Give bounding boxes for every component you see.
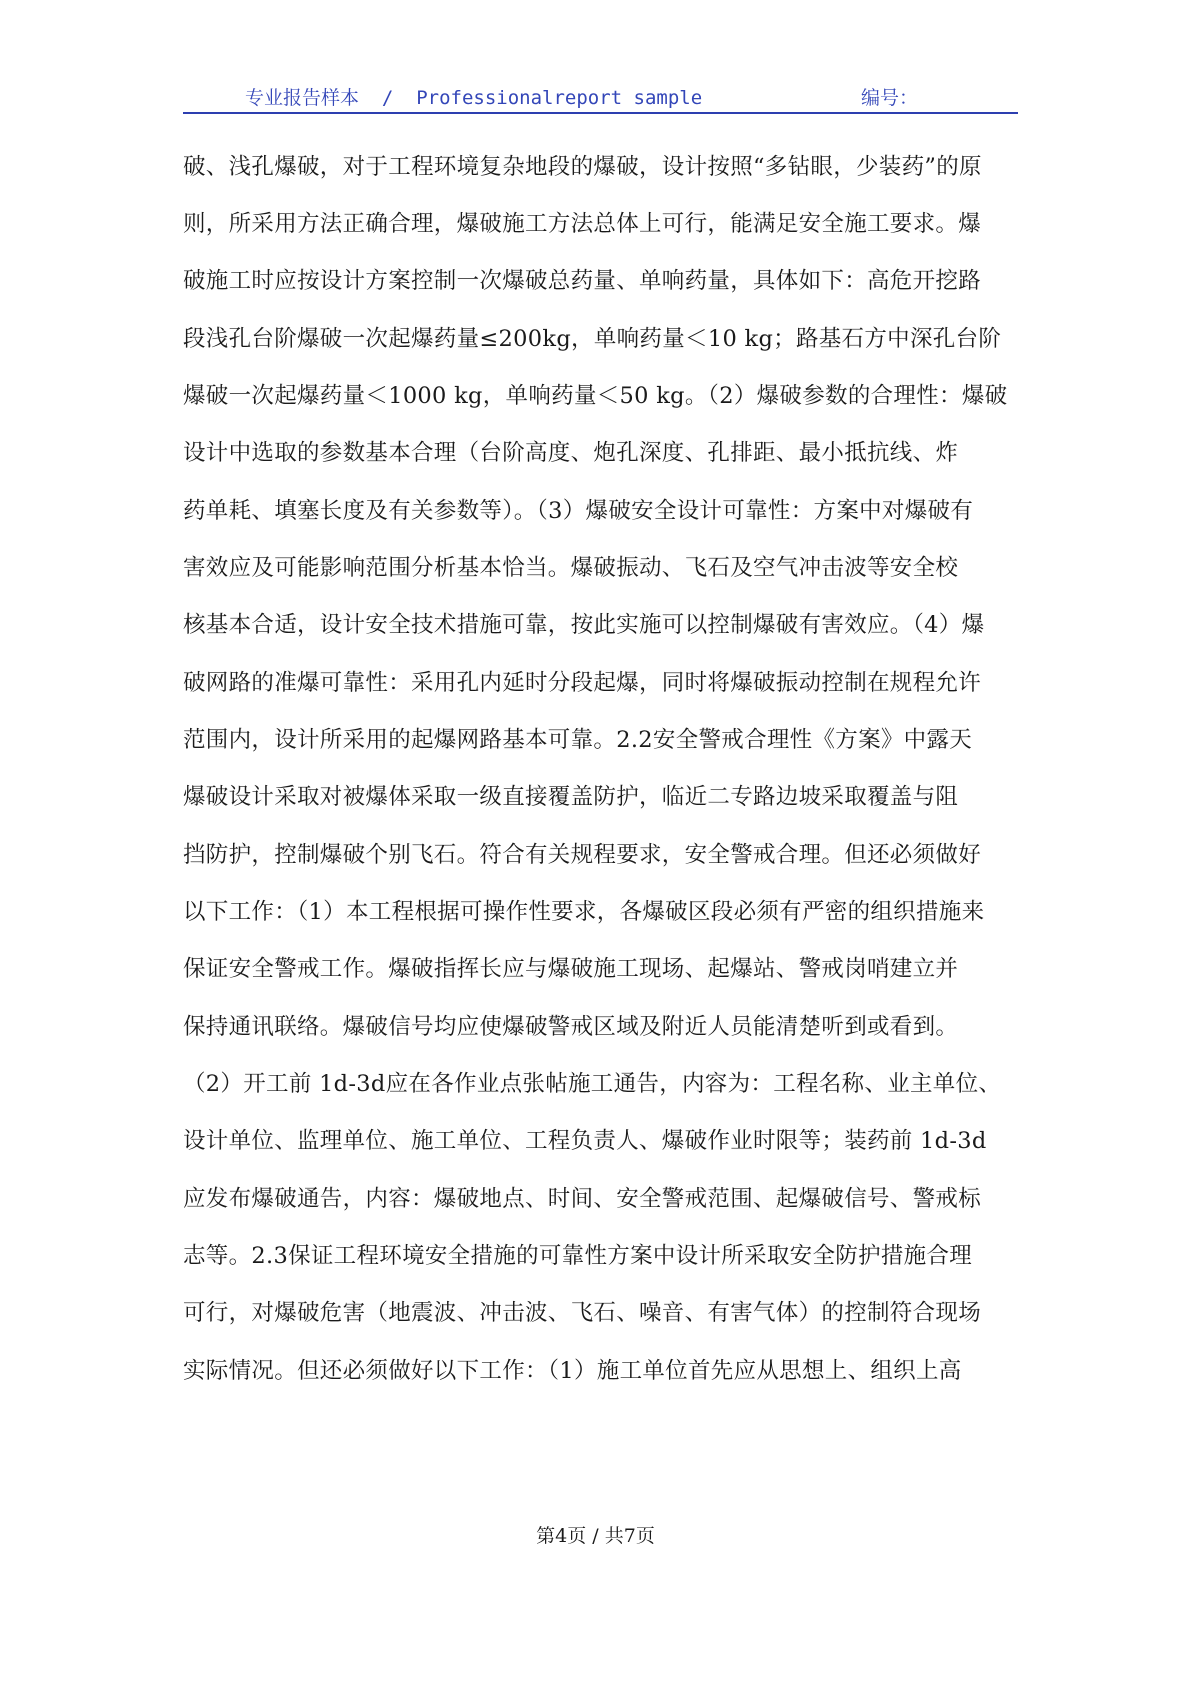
body-line: 实际情况。但还必须做好以下工作：（1）施工单位首先应从思想上、组织上高 <box>183 1358 962 1384</box>
body-line: 则，所采用方法正确合理，爆破施工方法总体上可行，能满足安全施工要求。爆 <box>183 211 982 237</box>
body-line: 保证安全警戒工作。爆破指挥长应与爆破施工现场、起爆站、警戒岗哨建立并 <box>183 956 959 982</box>
body-line: 核基本合适，设计安全技术措施可靠，按此实施可以控制爆破有害效应。（4）爆 <box>183 612 985 638</box>
header-number-label: 编号： <box>861 87 919 109</box>
body-line: 药单耗、填塞长度及有关参数等）。（3）爆破安全设计可靠性：方案中对爆破有 <box>183 498 974 524</box>
body-line: 设计中选取的参数基本合理（台阶高度、炮孔深度、孔排距、最小抵抗线、炸 <box>183 440 959 466</box>
body-line: （2）开工前 1d-3d应在各作业点张帖施工通告，内容为：工程名称、业主单位、 <box>183 1071 1002 1097</box>
body-line: 害效应及可能影响范围分析基本恰当。爆破振动、飞石及空气冲击波等安全校 <box>183 555 959 581</box>
body-line: 保持通讯联络。爆破信号均应使爆破警戒区域及附近人员能清楚听到或看到。 <box>183 1014 959 1040</box>
header-title: 专业报告样本 / Professionalreport sample <box>245 87 703 109</box>
body-line: 破网路的准爆可靠性：采用孔内延时分段起爆，同时将爆破振动控制在规程允许 <box>183 670 982 696</box>
body-line: 以下工作：（1）本工程根据可操作性要求，各爆破区段必须有严密的组织措施来 <box>183 899 985 925</box>
page-header <box>183 86 1018 114</box>
body-line: 范围内，设计所采用的起爆网路基本可靠。2.2安全警戒合理性《方案》中露天 <box>183 727 973 753</box>
body-line: 段浅孔台阶爆破一次起爆药量≤200kg，单响药量＜10 kg；路基石方中深孔台阶 <box>183 326 1002 352</box>
body-line: 爆破一次起爆药量＜1000 kg，单响药量＜50 kg。（2）爆破参数的合理性：爆破 <box>183 383 1008 409</box>
body-line: 破、浅孔爆破，对于工程环境复杂地段的爆破，设计按照“多钻眼，少装药”的原 <box>183 154 982 180</box>
body-line: 爆破设计采取对被爆体采取一级直接覆盖防护，临近二专路边坡采取覆盖与阻 <box>183 784 959 810</box>
body-line: 志等。2.3保证工程环境安全措施的可靠性方案中设计所采取安全防护措施合理 <box>183 1243 973 1269</box>
body-line: 设计单位、监理单位、施工单位、工程负责人、爆破作业时限等；装药前 1d-3d <box>183 1128 987 1154</box>
body-line: 应发布爆破通告，内容：爆破地点、时间、安全警戒范围、起爆破信号、警戒标 <box>183 1186 982 1212</box>
body-line: 破施工时应按设计方案控制一次爆破总药量、单响药量，具体如下：高危开挖路 <box>183 268 982 294</box>
page-footer <box>0 1524 1191 1548</box>
body-line: 挡防护，控制爆破个别飞石。符合有关规程要求，安全警戒合理。但还必须做好 <box>183 842 982 868</box>
body-line: 可行，对爆破危害（地震波、冲击波、飞石、噪音、有害气体）的控制符合现场 <box>183 1300 982 1326</box>
page-number: 第4页 / 共7页 <box>536 1525 655 1547</box>
